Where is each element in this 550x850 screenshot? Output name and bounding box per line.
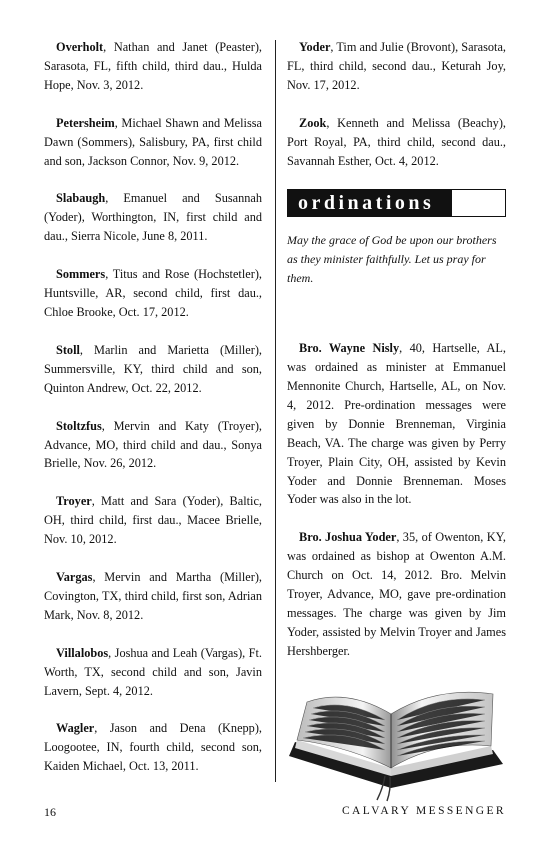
birth-entry [44, 114, 262, 171]
ordination-entry [287, 528, 506, 660]
minister-name: Bro. Joshua Yoder [299, 530, 397, 545]
section-heading-box [287, 189, 506, 217]
family-name: Petersheim [56, 115, 115, 130]
entry-text: , Jason and Dena (Knepp), Loogootee, IN, fourth child, second son, Kaiden Michael, Oct. 13, 2011. [44, 721, 262, 774]
birth-entry [44, 265, 262, 322]
ordination-entry [287, 339, 506, 509]
open-bible-illustration [287, 680, 506, 802]
birth-entry [287, 114, 506, 171]
entry-text: , Matt and Sara (Yoder), Baltic, OH, third child, first dau., Macee Brielle, Nov. 10, 2012. [44, 494, 262, 547]
birth-entry [44, 38, 262, 95]
section-heading: ordinations [288, 190, 452, 216]
entry-text: , Mervin and Martha (Miller), Covington, TX, third child, first son, Adrian Mark, Nov. 8, 2012. [44, 570, 262, 622]
page-number: 16 [44, 805, 56, 819]
family-name: Sommers [56, 267, 106, 282]
entry-text: , Titus and Rose (Hochstetler), Huntsville, AR, second child, first dau., Chloe Brooke, Oct. 17, 2012. [44, 267, 262, 319]
entry-text: , Kenneth and Melissa (Beachy), Port Royal, PA, third child, second dau., Savannah Esther, Oct. 4, 2012. [287, 115, 506, 168]
entry-text: , Emanuel and Susannah (Yoder), Worthington, IN, first child and dau., Sierra Nicole, June 8, 2011. [44, 191, 262, 244]
entry-text: , Marlin and Marietta (Miller), Summersville, KY, third child and son, Quinton Andrew, Oct. 22, 2012. [44, 342, 262, 395]
family-name: Villalobos [56, 645, 109, 660]
birth-entry [44, 644, 262, 701]
birth-entry [44, 341, 262, 398]
entry-text: , Tim and Julie (Brovont), Sarasota, FL, third child, second dau., Keturah Joy, Nov. 17, 2012. [287, 40, 506, 92]
birth-entry [287, 38, 506, 95]
birth-entry [44, 417, 262, 474]
entry-text: , 40, Hartselle, AL, was ordained as minister at Emmanuel Mennonite Church, Hartselle, AL, on Nov. 4, 2012. Pre-ordination messages were given by Donnie Brenneman, Virginia Beach, VA. The charge was given by Perry Troyer, Plain City, OH, assisted by Kevin Yoder and Donnie Brenneman. Moses Yoder was also in the lot. [287, 341, 506, 507]
entry-text: , Mervin and Katy (Troyer), Advance, MO, third child and dau., Sonya Brielle, Nov. 26, 2012. [44, 418, 262, 471]
family-name: Overholt [56, 40, 104, 54]
left-column [44, 38, 262, 795]
family-name: Stoltzfus [56, 418, 102, 433]
family-name: Yoder [299, 40, 331, 54]
birth-entry [44, 568, 262, 625]
family-name: Troyer [56, 494, 92, 509]
birth-entry [44, 189, 262, 246]
family-name: Zook [299, 115, 327, 130]
birth-entry [44, 719, 262, 776]
section-intro: May the grace of God be upon our brothers as they minister faithfully. Let us pray for them. [287, 233, 497, 285]
entry-text: , Michael Shawn and Melissa Dawn (Sommers), Salisbury, PA, first child and son, Jackson Connor, Nov. 9, 2012. [44, 115, 262, 168]
entry-text: , Joshua and Leah (Vargas), Ft. Worth, TX, second child and son, Javin Lavern, Sept. 4, 2012. [44, 645, 262, 698]
publication-title: CALVARY MESSENGER [341, 805, 506, 817]
minister-name: Bro. Wayne Nisly [299, 341, 400, 356]
entry-text: , Nathan and Janet (Peaster), Sarasota, FL, fifth child, third dau., Hulda Hope, Nov. 3, 2012. [44, 40, 262, 92]
family-name: Stoll [56, 342, 80, 357]
entry-text: , 35, of Owenton, KY, was ordained as bishop at Owenton A.M. Church on Oct. 14, 2012. Bro. Melvin Troyer, Advance, MO, gave pre-ordination messages. The charge was given by Jim Yoder, assisted by Melvin Troyer and James Hershberger. [287, 530, 506, 658]
birth-entry [44, 492, 262, 549]
family-name: Vargas [56, 570, 93, 585]
column-divider [275, 40, 276, 782]
family-name: Wagler [56, 721, 95, 736]
family-name: Slabaugh [56, 191, 106, 206]
right-column [287, 38, 506, 802]
